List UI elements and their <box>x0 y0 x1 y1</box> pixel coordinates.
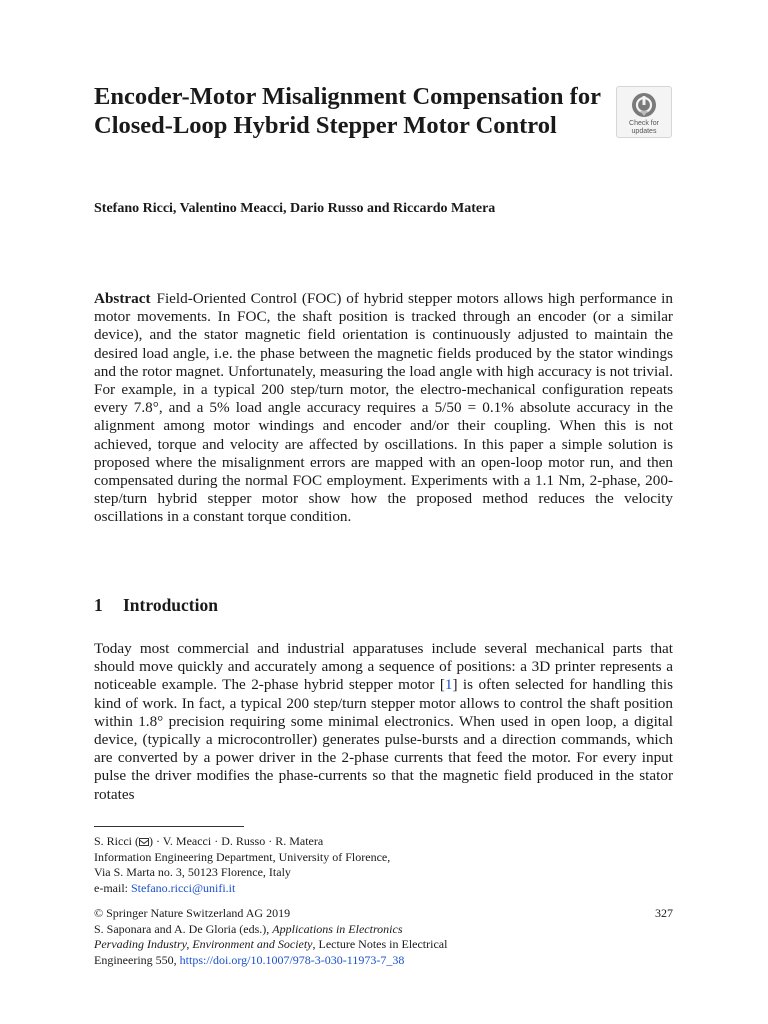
series-volume: Engineering 550, <box>94 952 180 967</box>
badge-line-1: Check for <box>629 120 659 127</box>
copyright-line: © Springer Nature Switzerland AG 2019 <box>94 906 291 920</box>
editors-line <box>94 922 673 938</box>
footnote-rule <box>94 826 244 827</box>
footnote-email-line <box>94 881 673 897</box>
intro-text-end: ] is often selected for handling this kind of work. In fact, a typical 200 step/turn stepper motor allows to control the shaft position within 1.8° precision requiring some minimal electronics. When used in open loop, a digital device, (typically a microcontroller) generates pulse-bursts and a direction commands, which are converted by a power driver in the 2-phase currents that feed the motor. For every input pulse the driver modifies the phase-currents so that the magnetic field produced in the stator rotates <box>94 676 673 803</box>
check-for-updates-icon <box>631 92 657 118</box>
abstract-text: Field-Oriented Control (FOC) of hybrid stepper motors allows high performance in motor movements. In FOC, the shaft position is tracked through an encoder (or a similar device), and the stator magnetic field orientation is continuously adjusted to maintain the desired load angle, i.e. the phase between the magnetic fields produced by the stator windings and the rotor magnet. Unfortunately, measuring the load angle with high accuracy is not trivial. For example, in a typical 200 step/turn motor, the electro-mechanical configuration repeats every 7.8°, and a 5% load angle accuracy requires a 5/50 = 0.1% absolute accuracy in the alignment among motor windings and encoder and/or their coupling. When this is not achieved, torque and velocity are affected by oscillations. In this paper a simple solution is proposed where the misalignment errors are mapped with an open-loop motor run, and then compensated during the normal FOC employment. Experiments with a 1.1 Nm, 2-phase, 200-step/turn hybrid stepper motor show how the proposed method reduces the velocity oscillations in a constant torque condition. <box>94 290 673 526</box>
page-number: 327 <box>655 906 673 920</box>
footnote-affiliation: Information Engineering Department, University of Florence, <box>94 849 391 864</box>
envelope-icon <box>139 838 149 846</box>
abstract <box>94 290 673 527</box>
citation-link[interactable]: 1 <box>444 676 453 694</box>
book-title-part-2: Pervading Industry, Environment and Society <box>94 937 313 951</box>
doi-line <box>94 953 673 969</box>
series-name: , Lecture Notes in Electrical <box>312 937 448 951</box>
abstract-heading: Abstract <box>94 290 151 307</box>
check-for-updates-badge[interactable] <box>616 86 672 138</box>
doi-link[interactable]: https://doi.org/10.1007/978-3-030-11973-7_38 <box>179 952 405 967</box>
book-title-part-1: Applications in Electronics <box>272 921 403 936</box>
publication-imprint <box>94 906 673 968</box>
footnote-authors <box>94 834 673 850</box>
footnote-address: Via S. Marta no. 3, 50123 Florence, Italy <box>94 865 291 879</box>
author-list: Stefano Ricci, Valentino Meacci, Dario Russo and Riccardo Matera <box>94 201 496 216</box>
email-label: e-mail: <box>94 880 131 895</box>
section-heading <box>94 595 218 615</box>
introduction-paragraph <box>94 640 673 804</box>
editors: S. Saponara and A. De Gloria (eds.), <box>94 921 273 936</box>
badge-line-2: updates <box>631 127 657 135</box>
paper-title: Encoder-Motor Misalignment Compensation for Closed-Loop Hybrid Stepper Motor Control <box>94 83 601 139</box>
footnote-author-first: S. Ricci ( <box>94 834 139 848</box>
email-link[interactable]: Stefano.ricci@unifi.it <box>130 880 236 895</box>
author-footnote <box>94 834 673 896</box>
book-title-line <box>94 937 673 953</box>
section-number: 1 <box>94 595 103 615</box>
section-title: Introduction <box>123 595 218 615</box>
footnote-author-rest: ) · V. Meacci · D. Russo · R. Matera <box>149 834 324 848</box>
intro-text-start: Today most commercial and industrial apparatuses include several mechanical parts that should move quickly and accurately among a sequence of positions: a 3D printer represents a noticeable example. The 2-phase hybrid stepper motor [ <box>94 640 673 694</box>
